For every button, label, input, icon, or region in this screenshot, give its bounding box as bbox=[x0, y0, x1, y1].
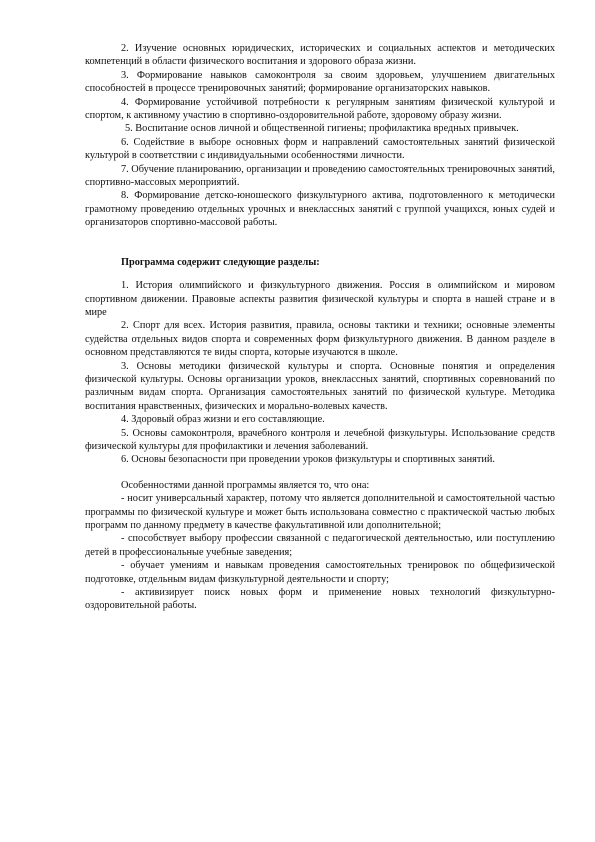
sections-heading: Программа содержит следующие разделы: bbox=[121, 256, 320, 268]
section-item-1: 1. История олимпийского и физкультурного движения. Россия в олимпийском и мировом спортивном движении. Правовые аспекты развития физической культуры и спорта в нашей стране и в мире bbox=[85, 280, 555, 318]
goal-item-3: 3. Формирование навыков самоконтроля за своим здоровьем, улучшением двигательных способностей в процессе тренировочных занятий; формирование организаторских навыков. bbox=[85, 69, 555, 95]
goal-item-6: 6. Содействие в выборе основных форм и направлений самостоятельных занятий физической культурой в соответствии с индивидуальными особенностями личности. bbox=[85, 136, 555, 162]
section-item-2: 2. Спорт для всех. История развития, правила, основы тактики и техники; основные элементы судейства отдельных видов спорта и современных форм физкультурного движения. В данном разделе в основном представляются те виды спорта, которые изучаются в школе. bbox=[85, 320, 555, 359]
feature-item-4: - активизирует поиск новых форм и применение новых технологий физкультурно-оздоровительной работы. bbox=[85, 587, 555, 612]
goal-item-4: 4. Формирование устойчивой потребности к регулярным занятиям физической культурой и спортом, к активному участию в спортивно-оздоровительной работе, здоровому образу жизни. bbox=[85, 96, 555, 122]
goal-item-8: 8. Формирование детско-юношеского физкультурного актива, подготовленного к методически грамотному проведению отдельных урочных и внеклассных занятий с группой учащихся, юных судей и организаторов спортивно-массовой работы. bbox=[85, 190, 555, 229]
feature-item-2: - способствует выбору профессии связанной с педагогической деятельностью, или поступлению детей в профессиональные учебные заведения; bbox=[85, 533, 555, 558]
feature-item-3: - обучает умениям и навыкам проведения самостоятельных тренировок по общефизической подготовке, отдельным видам физкультурной деятельности и спорту; bbox=[85, 560, 555, 585]
feature-item-1: - носит универсальный характер, потому что является дополнительной и самостоятельной частью программы по физической культуре и может быть использована совместно с практической частью любых программ по данному предмету в качестве факультативной или дополнительной; bbox=[85, 493, 555, 531]
goal-item-7: 7. Обучение планированию, организации и проведению самостоятельных тренировочных занятий, спортивно-массовых мероприятий. bbox=[85, 163, 555, 189]
features-list bbox=[85, 492, 555, 613]
goal-item-5: 5. Воспитание основ личной и общественной гигиены; профилактика вредных привычек. bbox=[125, 123, 519, 135]
section-item-6: 6. Основы безопасности при проведении уроков физкультуры и спортивных занятий. bbox=[121, 454, 495, 466]
sections-list bbox=[85, 279, 555, 467]
section-item-5: 5. Основы самоконтроля, врачебного контроля и лечебной физкультуры. Использование средств физической культуры для профилактики и лечения заболеваний. bbox=[85, 427, 555, 452]
document-page bbox=[85, 42, 555, 613]
goals-list bbox=[85, 42, 555, 230]
features-intro: Особенностями данной программы является то, что она: bbox=[121, 479, 370, 491]
goal-item-2: 2. Изучение основных юридических, исторических и социальных аспектов и методических компетенций в области физического воспитания и здорового образа жизни. bbox=[85, 43, 555, 68]
section-item-3: 3. Основы методики физической культуры и спорта. Основные понятия и определения физической культуры. Основы организации уроков, внеклассных занятий, спортивных соревнований по различным видам спорта. Организация самостоятельных занятий по физической культуре. Методика воспитания нравственных, физических и морально-волевых качеств. bbox=[85, 360, 555, 412]
section-item-4: 4. Здоровый образ жизни и его составляющие. bbox=[121, 414, 325, 426]
